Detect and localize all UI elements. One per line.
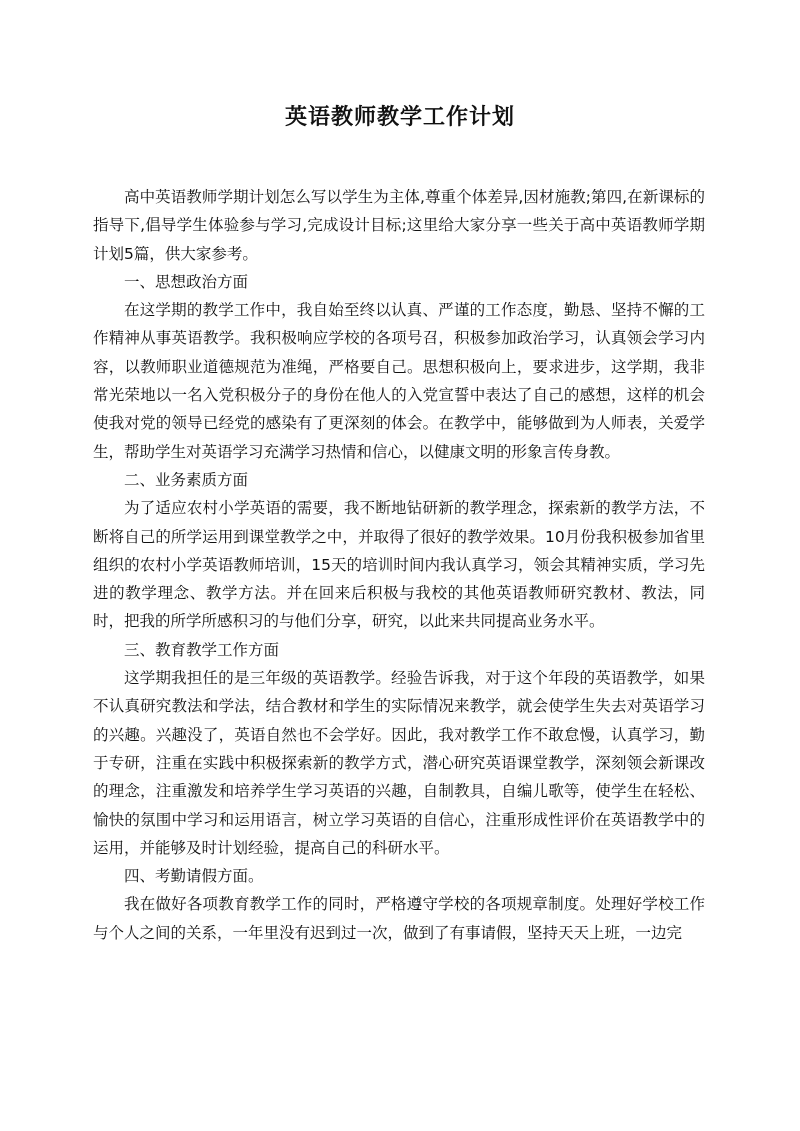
- section-heading-politics: 一、思想政治方面: [124, 272, 249, 291]
- section-heading-teaching: 三、教育教学工作方面: [124, 640, 280, 659]
- section-text-politics: 在这学期的教学工作中，我自始至终以认真、严谨的工作态度，勤恳、坚持不懈的工作精神从事英语教学。我积极响应学校的各项号召，积极参加政治学习，认真领会学习内容，以教师职业道德规范为准绳，严格要自己。思想积极向上，要求进步，这学期，我非常光荣地以一名入党积极分子的身份在他人的入党宣誓中表达了自己的感想，这样的机会使我对党的领导已经党的感染有了更深刻的体会。在教学中，能够做到为人师表，关爱学生，帮助学生对英语学习充满学习热情和信心，以健康文明的形象言传身教。: [93, 301, 705, 461]
- section-text-teaching: 这学期我担任的是三年级的英语教学。经验告诉我，对于这个年段的英语教学，如果不认真研究教法和学法，结合教材和学生的实际情况来教学，就会使学生失去对英语学习的兴趣。兴趣没了，英语自然也不会学好。因此，我对教学工作不敢怠慢，认真学习，勤于专研，注重在实践中积极探索新的教学方式，潜心研究英语课堂教学，深刻领会新课改的理念，注重激发和培养学生学习英语的兴趣，自制教具，自编儿歌等，使学生在轻松、愉快的氛围中学习和运用语言，树立学习英语的自信心，注重形成性评价在英语教学中的运用，并能够及时计划经验，提高自己的科研水平。: [93, 669, 705, 857]
- section-heading-professional: 二、业务素质方面: [124, 470, 249, 489]
- document-title: 英语教师教学工作计划: [284, 105, 515, 130]
- section-text-attendance: 我在做好各项教育教学工作的同时，严格遵守学校的各项规章制度。处理好学校工作与个人之间的关系，一年里没有迟到过一次，做到了有事请假，坚持天天上班，一边完: [93, 895, 705, 942]
- intro-paragraph: 高中英语教师学期计划怎么写以学生为主体,尊重个体差异,因材施教;第四,在新课标的指导下,倡导学生体验参与学习,完成设计目标;这里给大家分享一些关于高中英语教师学期计划5篇，供大家参考。: [93, 188, 705, 263]
- section-heading-attendance: 四、考勤请假方面。: [124, 867, 264, 886]
- document-body: [93, 183, 705, 947]
- section-text-professional: 为了适应农村小学英语的需要，我不断地钻研新的教学理念，探索新的教学方法，不断将自己的所学运用到课堂教学之中，并取得了很好的教学效果。10月份我积极参加省里组织的农村小学英语教师培训，15天的培训时间内我认真学习，领会其精神实质，学习先进的教学理念、教学方法。并在回来后积极与我校的其他英语教师研究教材、教法，同时，把我的所学所感积习的与他们分享，研究，以此来共同提高业务水平。: [93, 499, 705, 631]
